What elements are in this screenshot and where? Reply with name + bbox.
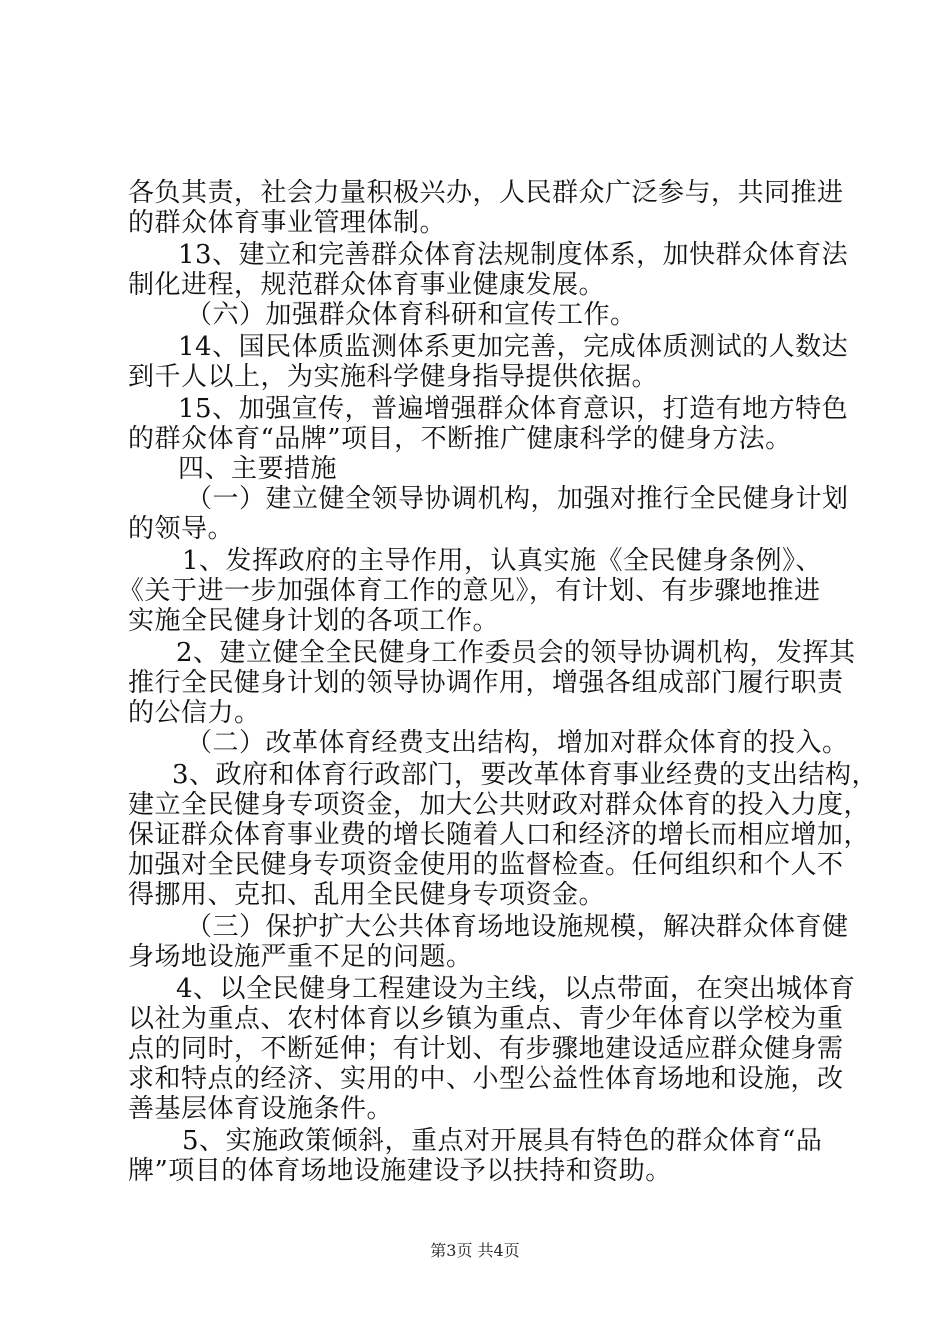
text-line: 善基层体育设施条件。	[128, 1094, 394, 1124]
text-line: （三）保护扩大公共体育场地设施规模，解决群众体育健	[186, 912, 849, 942]
text-line: 加强对全民健身专项资金使用的监督检查。任何组织和个人不	[128, 850, 844, 880]
text-line: 求和特点的经济、实用的中、小型公益性体育场地和设施，改	[128, 1064, 844, 1094]
text-line: 的群众体育“品牌”项目，不断推广健康科学的健身方法。	[128, 424, 792, 454]
text-line: （六）加强群众体育科研和宣传工作。	[186, 300, 637, 330]
text-line: 5、实施政策倾斜，重点对开展具有特色的群众体育“品	[182, 1126, 823, 1156]
page-number-footer: 第3页 共4页	[430, 1241, 520, 1260]
text-line: 3、政府和体育行政部门，要改革体育事业经费的支出结构，	[172, 760, 879, 790]
text-line: 4、以全民健身工程建设为主线，以点带面，在突出城体育	[176, 974, 856, 1004]
text-line: 实施全民健身计划的各项工作。	[128, 606, 500, 636]
text-line: 得挪用、克扣、乱用全民健身专项资金。	[128, 880, 606, 910]
text-line: 以社为重点、农村体育以乡镇为重点、青少年体育以学校为重	[128, 1004, 844, 1034]
text-line: （二）改革体育经费支出结构，增加对群众体育的投入。	[186, 728, 849, 758]
text-line: （一）建立健全领导协调机构，加强对推行全民健身计划	[186, 484, 849, 514]
text-line: 保证群众体育事业费的增长随着人口和经济的增长而相应增加，	[128, 820, 871, 850]
text-line: 各负其责，社会力量积极兴办，人民群众广泛参与，共同推进	[128, 178, 844, 208]
text-line: 2、建立健全全民健身工作委员会的领导协调机构，发挥其	[176, 638, 856, 668]
text-line: 制化进程，规范群众体育事业健康发展。	[128, 270, 606, 300]
text-line: 13、建立和完善群众体育法规制度体系，加快群众体育法	[178, 240, 849, 270]
text-line: 牌”项目的体育场地设施建设予以扶持和资助。	[128, 1156, 672, 1186]
text-line: 推行全民健身计划的领导协调作用，增强各组成部门履行职责	[128, 668, 844, 698]
text-line: 的公信力。	[128, 698, 261, 728]
text-line: 建立全民健身专项资金，加大公共财政对群众体育的投入力度，	[128, 790, 871, 820]
text-line: 的群众体育事业管理体制。	[128, 208, 447, 238]
text-line: 到千人以上，为实施科学健身指导提供依据。	[128, 362, 659, 392]
text-line: 《关于进一步加强体育工作的意见》，有计划、有步骤地推进	[118, 576, 821, 606]
text-line: 的领导。	[128, 514, 235, 544]
section-heading: 四、主要措施	[178, 454, 338, 484]
text-line: 身场地设施严重不足的问题。	[128, 942, 473, 972]
text-line: 点的同时，不断延伸；有计划、有步骤地建设适应群众健身需	[128, 1034, 844, 1064]
text-line: 14、国民体质监测体系更加完善，完成体质测试的人数达	[178, 332, 849, 362]
text-line: 15、加强宣传，普遍增强群众体育意识，打造有地方特色	[178, 394, 849, 424]
text-line: 1、发挥政府的主导作用，认真实施《全民健身条例》、	[182, 546, 823, 576]
